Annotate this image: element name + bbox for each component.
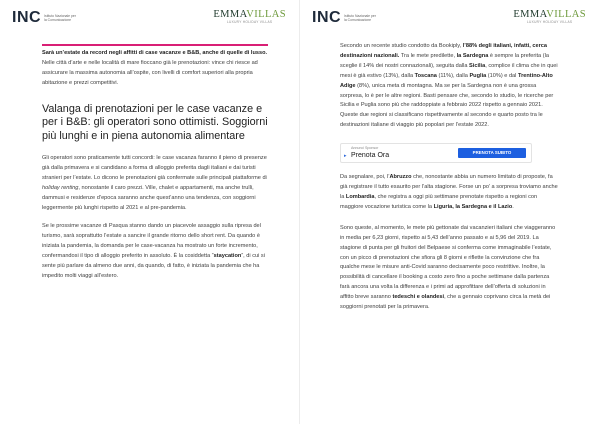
book-now-button[interactable]: PRENOTA SUBITO — [458, 148, 526, 158]
emma-villas-wordmark: EMMAVILLAS — [213, 9, 286, 20]
page-header — [300, 7, 600, 29]
bold-text-run: la Sardegna — [456, 52, 489, 59]
emma-villas-wordmark: EMMAVILLAS — [513, 9, 586, 20]
bold-text-run: Trentino-Alto Adige — [340, 72, 553, 89]
bold-text-run: Liguria, la Sardegna e il Lazio — [433, 203, 513, 210]
text-run: Sono queste, al momento, le mete più gettonate dai vacanzieri italiani che viaggeranno in media per 6,23 giorni, rispetto ai 5,43 dell’anno passato e ai 5,96 del 2019. La stagione di punta per gli fruitori del Belpaese si conferma come immaginabile l’estate, con un picco di prenotazioni che sfiora gli 8 giorni e riflette la convinzione che fra qualche mese le misure anti-Covid saranno decisamente poco restrittive. Inoltre, la possibilità di cancellare il booking a costo zero fino a poche settimane dalla partenza farà ancora una volta la differenza e i primi ad approfittare dell’offerta di soluzioni in affitto breve saranno — [340, 224, 556, 301]
text-run: , complice il clima che in quei mesi è già estivo (13%), dalla — [340, 62, 558, 79]
text-run: (8%), unica meta di montagna. Ma se per la Sardegna non è una grossa sorpresa, lo è per le altre regioni. Basti pensare che, secondo lo studio, le ricerche per Sicilia e Puglia sono più che raddoppiate a febbraio 2022 rispetto a gennaio 2021. Queste due regioni si classificano rispettivamente al secondo e quarto posto tra le destinazioni italiane di viaggio più popolari per l’estate 2022. — [340, 82, 554, 129]
right-page — [300, 0, 600, 424]
text-run: è sempre la preferita (la sceglie il 14% dei nostri connazionali), seguita dalla — [340, 52, 549, 69]
bold-text-run: Sicilia — [469, 62, 486, 69]
text-run: , che registra a oggi più settimane prenotate rispetto a regioni con maggiore vocazione turistica come la — [340, 193, 538, 210]
right-paragraph-1 — [340, 42, 560, 131]
ad-brand[interactable] — [344, 152, 389, 160]
accent-bar — [42, 44, 268, 46]
text-run: (10%) e dal — [486, 72, 518, 79]
ad-sponsor-label: Annunci Sponsor — [351, 146, 379, 151]
lead-bold: Sarà un’estate da record negli affitti di case vacanze e B&B, anche di quelle di lusso. — [42, 50, 268, 56]
bold-text-run: Puglia — [469, 72, 487, 79]
emma-villas-tagline: LUXURY HOLIDAY VILLAS — [226, 20, 273, 24]
right-article — [340, 42, 560, 313]
text-run: Secondo un recente studio condotto da Bookiply, — [340, 43, 463, 49]
arrow-right-icon: ▸ — [344, 152, 347, 159]
inc-logo-word: INC — [312, 9, 342, 26]
inc-logo — [12, 10, 78, 26]
page-header — [0, 7, 300, 29]
lead-paragraph — [42, 49, 268, 89]
text-run: . — [512, 203, 514, 210]
body-paragraph-2: Se le prossime vacanze di Pasqua stanno dando un piacevole assaggio sulla ripresa del turismo, sarà soprattutto l’estate a sancire il grande ritorno dello short rent. Da quando è iniziata la pandemia, la domanda per le case-vacanza ha mostrato un forte incremento, confermandosi il tipo di alloggio preferito in assoluto. È la cosiddetta “staycation”, di cui si sente più parlare da almeno due anni, da quando, di fatto, è iniziata la pandemia che ha impedito molti viaggi all’estero. — [42, 223, 265, 279]
bold-text-run: Abruzzo — [389, 174, 412, 181]
sponsored-ad[interactable] — [340, 143, 532, 163]
text-run: Tra le mete predilette, — [399, 52, 457, 59]
lead-rest: Nelle città d’arte e nelle località di mare fioccano già le prenotazioni: vince chi riesce ad assicurare la massima autonomia all’ospite, con livelli di comfort superiori alla propria abitazione e prezzi competitivi. — [42, 59, 258, 86]
inc-logo-word: INC — [12, 9, 42, 26]
bold-text-run: l’88% degli italiani, infatti, cerca destinazioni nazionali. — [340, 43, 547, 59]
right-paragraph-2 — [340, 173, 560, 213]
body-paragraph-1: Gli operatori sono praticamente tutti concordi: le case vacanza faranno il pieno di presenze già dalla primavera e si candidano a forma di alloggio preferita dagli italiani e dai turisti stranieri per l’estate. Lo dicono le prenotazioni già confermate sulle principali piattaforme di holiday renting, nonostante il caro prezzi. Ville, chalet e appartamenti, ma anche trulli, dammusi e residenze d’epoca saranno anche quest’anno una tendenza, con soggiorni leggermente più lunghi rispetto al 2021 e al pre-pandemia. — [42, 155, 267, 211]
emma-villas-logo — [213, 9, 286, 24]
ad-brand-name: Prenota Ora — [351, 152, 390, 160]
emma-villas-logo — [513, 9, 586, 24]
inc-logo-subtitle: Istituto Nazionale per la Comunicazione — [44, 14, 76, 22]
inc-logo-subtitle: Istituto Nazionale per la Comunicazione — [344, 14, 376, 22]
right-paragraph-3 — [340, 224, 560, 313]
text-run: , che a gennaio coprivano circa la metà dei soggiorni prenotati per la primavera. — [340, 294, 551, 311]
bold-text-run: tedeschi e olandesi — [392, 294, 445, 301]
left-article — [42, 44, 268, 282]
emma-villas-tagline: LUXURY HOLIDAY VILLAS — [526, 20, 573, 24]
inc-logo — [312, 10, 378, 26]
text-run: che, nonostante abbia un numero limitato di proposte, fa già registrare il tutto esaurito per l’alta stagione. Forse un po’ a sorpresa troviamo anche la — [340, 174, 558, 200]
bold-text-run: Lombardia — [345, 193, 375, 200]
bold-text-run: Toscana — [414, 72, 437, 79]
article-heading: Valanga di prenotazioni per le case vacanze e per i B&B: gli operatori sono ottimisti. Soggiorni più lunghi e in piena autonomia alimentare — [42, 102, 268, 143]
text-run: (11%), dalla — [436, 72, 470, 79]
text-run: Da segnalare, poi, l’ — [340, 174, 390, 181]
